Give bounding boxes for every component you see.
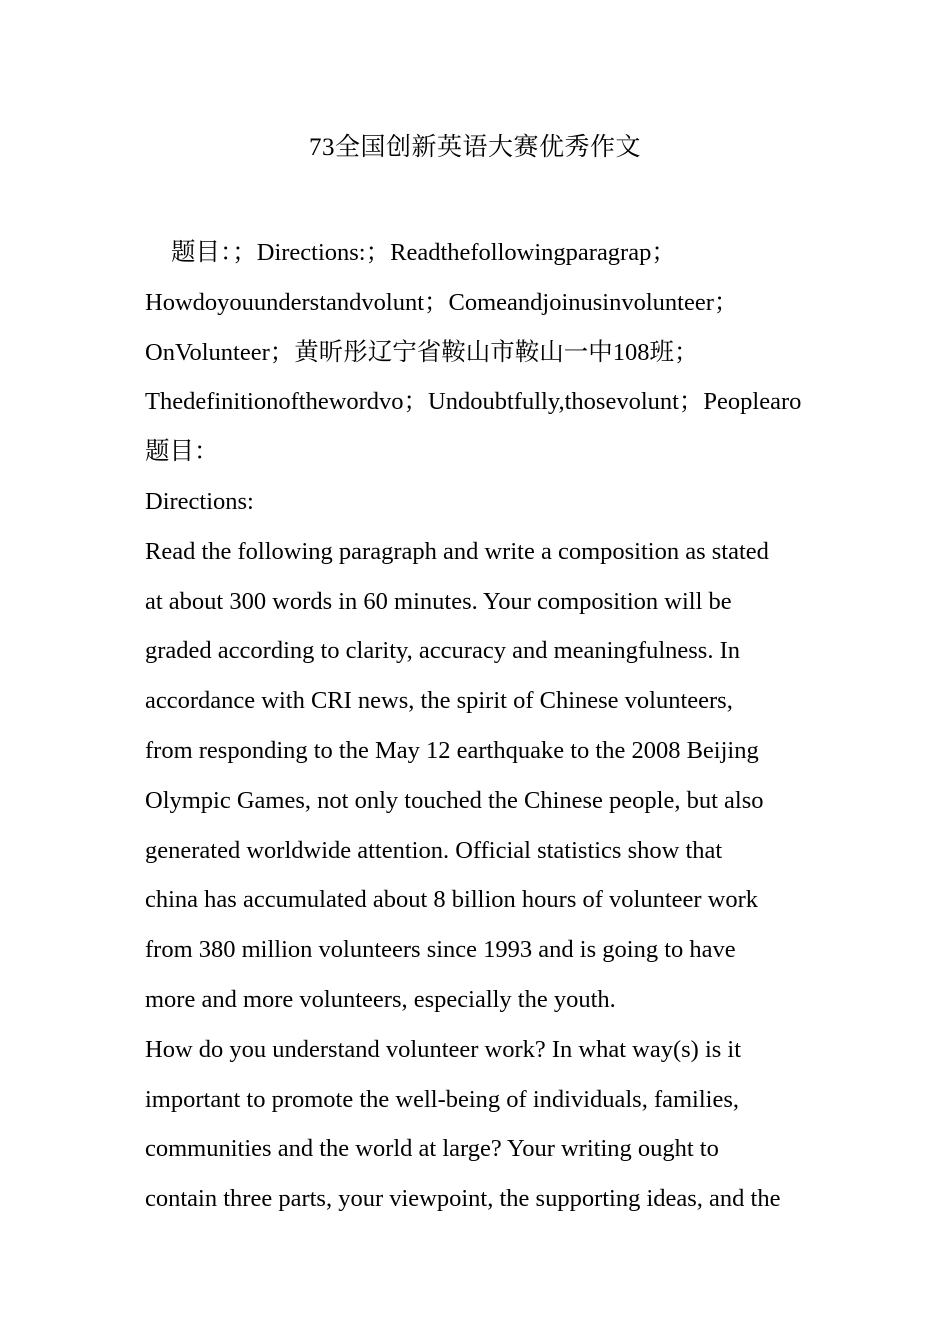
paragraph-line: at about 300 words in 60 minutes. Your composition will be: [145, 587, 732, 615]
paragraph-line: How do you understand volunteer work? In what way(s) is it: [145, 1035, 742, 1063]
section-heading-directions: Directions:: [145, 487, 254, 515]
paragraph-line: Olympic Games, not only touched the Chinese people, but also: [145, 786, 764, 814]
outline-line: OnVolunteer；黄昕彤辽宁省鞍山市鞍山一中108班；: [145, 338, 699, 366]
outline-line: 题目：；Directions:；Readthefollowingparagrap；: [171, 239, 676, 266]
paragraph-line: generated worldwide attention. Official statistics show that: [145, 836, 723, 864]
paragraph-line: china has accumulated about 8 billion hours of volunteer work: [145, 886, 759, 914]
paragraph-line: graded according to clarity, accuracy and meaningfulness. In: [145, 637, 740, 665]
paragraph-line: communities and the world at large? Your writing ought to: [145, 1135, 719, 1163]
paragraph-line: from responding to the May 12 earthquake to the 2008 Beijing: [145, 736, 759, 764]
document-title: 73全国创新英语大赛优秀作文: [308, 134, 641, 161]
section-heading-topic: 题目：: [145, 438, 219, 466]
paragraph-line: from 380 million volunteers since 1993 and is going to have: [145, 936, 736, 964]
outline-line: Thedefinitionofthewordvo；Undoubtfully,thosevolunt；Peoplearo: [145, 388, 802, 416]
paragraph-line: important to promote the well-being of individuals, families,: [145, 1085, 740, 1113]
document-body: [145, 228, 815, 1224]
paragraph-line: accordance with CRI news, the spirit of Chinese volunteers,: [145, 687, 733, 715]
paragraph-line: more and more volunteers, especially the youth.: [145, 985, 616, 1013]
paragraph-line: contain three parts, your viewpoint, the supporting ideas, and the: [145, 1185, 781, 1213]
outline-line: Howdoyouunderstandvolunt；Comeandjoinusinvolunteer；: [145, 288, 739, 316]
paragraph-line: Read the following paragraph and write a composition as stated: [145, 537, 769, 565]
